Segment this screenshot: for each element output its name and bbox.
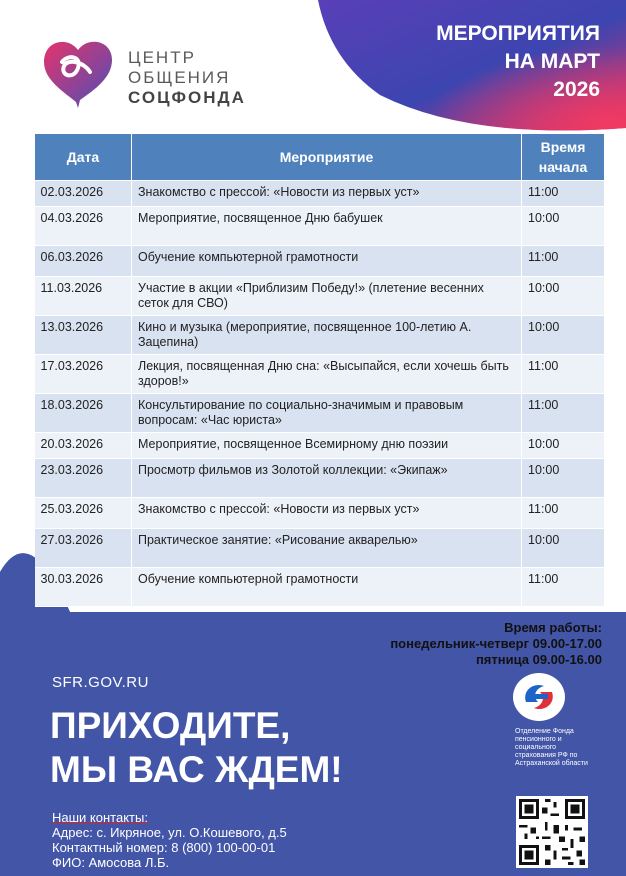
- header-time: [522, 134, 605, 181]
- hours-line-1: понедельник-четверг 09.00-17.00: [390, 636, 602, 651]
- row-date: 11.03.2026: [35, 277, 132, 316]
- slogan-line-2: МЫ ВАС ЖДЕМ!: [50, 749, 343, 790]
- table-row: [35, 459, 605, 498]
- row-event: Консультирование по социально-значимым и правовым вопросам: «Час юриста»: [132, 394, 522, 433]
- table-row: [35, 568, 605, 607]
- row-time: 11:00: [522, 498, 605, 529]
- row-event: Обучение компьютерной грамотности: [132, 246, 522, 277]
- row-event: Просмотр фильмов из Золотой коллекции: «Экипаж»: [132, 459, 522, 498]
- logo-line-2: ОБЩЕНИЯ: [128, 68, 231, 87]
- table-row: [35, 181, 605, 207]
- contacts-address: Адрес: с. Икряное, ул. О.Кошевого, д.5: [52, 825, 287, 840]
- row-date: 30.03.2026: [35, 568, 132, 607]
- table-row: [35, 207, 605, 246]
- table-header-row: [35, 134, 605, 181]
- contacts-title: Наши контакты:: [52, 810, 148, 825]
- website-link[interactable]: SFR.GOV.RU: [52, 674, 149, 691]
- header-date: Дата: [35, 134, 132, 181]
- row-event: Мероприятие, посвященное Дню бабушек: [132, 207, 522, 246]
- table-row: [35, 355, 605, 394]
- hours-line-2: пятница 09.00-16.00: [475, 652, 602, 667]
- row-date: 13.03.2026: [35, 316, 132, 355]
- row-date: 06.03.2026: [35, 246, 132, 277]
- row-date: 04.03.2026: [35, 207, 132, 246]
- row-event: Знакомство с прессой: «Новости из первых уст»: [132, 181, 522, 207]
- contacts-phone: Контактный номер: 8 (800) 100-00-01: [52, 840, 276, 855]
- contacts-block: [52, 810, 287, 870]
- sfr-caption: Отделение Фонда пенсионного и социального страхования РФ по Астраханской области: [515, 728, 588, 767]
- table-row: [35, 498, 605, 529]
- row-event: Лекция, посвященная Дню сна: «Высыпайся, если хочешь быть здоров!»: [132, 355, 522, 394]
- row-time: 10:00: [522, 459, 605, 498]
- logo-line-1: ЦЕНТР: [128, 48, 196, 67]
- row-time: 11:00: [522, 394, 605, 433]
- logo-text: [128, 48, 246, 108]
- working-hours: [390, 620, 602, 668]
- row-event: Знакомство с прессой: «Новости из первых уст»: [132, 498, 522, 529]
- row-time: 11:00: [522, 568, 605, 607]
- events-table: [34, 133, 605, 607]
- table-row: [35, 433, 605, 459]
- table-row: [35, 316, 605, 355]
- header-time-line-2: начала: [538, 159, 588, 175]
- title-line-1: МЕРОПРИЯТИЯ: [436, 22, 600, 45]
- row-time: 10:00: [522, 529, 605, 568]
- row-time: 10:00: [522, 433, 605, 459]
- title-line-2: НА МАРТ: [504, 50, 600, 73]
- header-time-line-1: Время: [540, 139, 586, 155]
- heart-logo-icon: [38, 36, 118, 108]
- row-event: Практическое занятие: «Рисование акварелью»: [132, 529, 522, 568]
- row-date: 17.03.2026: [35, 355, 132, 394]
- table-row: [35, 277, 605, 316]
- row-date: 02.03.2026: [35, 181, 132, 207]
- row-date: 18.03.2026: [35, 394, 132, 433]
- slogan: [50, 704, 343, 792]
- table-row: [35, 529, 605, 568]
- row-time: 10:00: [522, 207, 605, 246]
- table-row: [35, 246, 605, 277]
- row-time: 11:00: [522, 355, 605, 394]
- slogan-line-1: ПРИХОДИТЕ,: [50, 705, 291, 746]
- header-event: Мероприятие: [132, 134, 522, 181]
- row-date: 20.03.2026: [35, 433, 132, 459]
- title-line-3: 2026: [553, 78, 600, 101]
- row-event: Мероприятие, посвященное Всемирному дню поэзии: [132, 433, 522, 459]
- row-date: 27.03.2026: [35, 529, 132, 568]
- row-date: 25.03.2026: [35, 498, 132, 529]
- logo-line-3: СОЦФОНДА: [128, 88, 246, 107]
- row-time: 11:00: [522, 181, 605, 207]
- row-time: 11:00: [522, 246, 605, 277]
- contacts-person: ФИО: Амосова Л.Б.: [52, 855, 170, 870]
- row-event: Участие в акции «Приблизим Победу!» (плетение весенних сеток для СВО): [132, 277, 522, 316]
- hours-title: Время работы:: [504, 620, 602, 635]
- row-time: 10:00: [522, 316, 605, 355]
- row-date: 23.03.2026: [35, 459, 132, 498]
- row-event: Кино и музыка (мероприятие, посвященное 100-летию А. Зацепина): [132, 316, 522, 355]
- table-row: [35, 394, 605, 433]
- qr-code-icon[interactable]: [516, 796, 588, 868]
- row-time: 10:00: [522, 277, 605, 316]
- page-title: [436, 20, 600, 104]
- row-event: Обучение компьютерной грамотности: [132, 568, 522, 607]
- sfr-logo-icon: [512, 672, 566, 722]
